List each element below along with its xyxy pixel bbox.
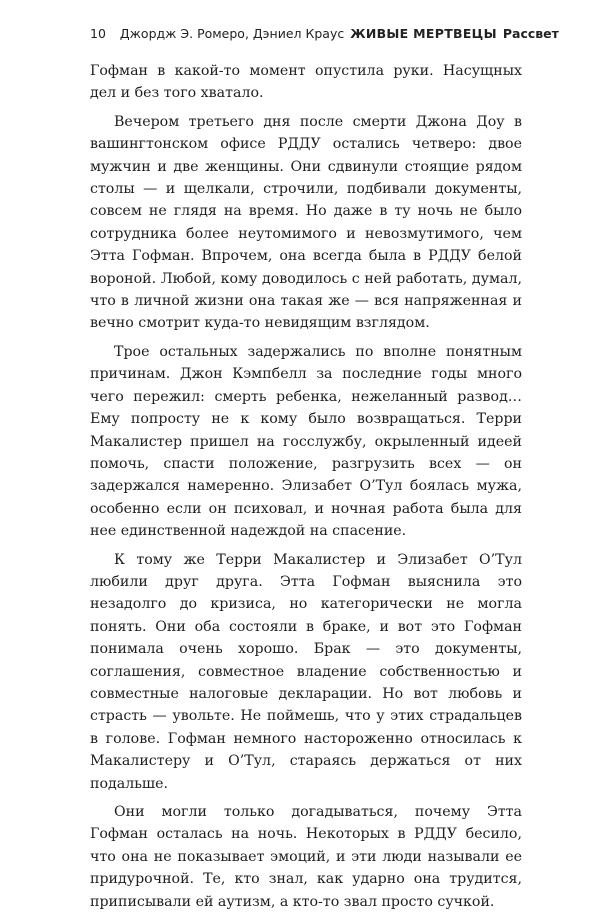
page-number: 10 [90,26,106,41]
paragraph-3: Трое остальных задержались по вполне понятным причинам. Джон Кэмпбелл за последние годы много чего пережил: смерть ребенка, нежеланный развод… Ему попросту не к кому было возвращаться. Терри Макалистер пришел на госслужбу, окрыленный идеей помочь, спасти положение, разгрузить всех — он задержался намеренно. Элизабет О’Тул боялась мужа, особенно если он психовал, и ночная работа была для нее единственной надеждой на спасение. [90,343,522,540]
running-header [90,26,559,41]
book-title: ЖИВЫЕ МЕРТВЕЦЫ [350,26,497,41]
part-title: Рассвет [502,26,559,41]
paragraph-1: Гофман в какой-то момент опустила руки. Насущных дел и без того хватало. [90,63,522,102]
paragraph-2: Вечером третьего дня после смерти Джона Доу в вашингтонском офисе РДДУ остались четверо: двое мужчин и две женщины. Они сдвинули стоящие рядом столы — и щелкали, строчили, подбивали документы, совсем не глядя на время. Но даже в ту ночь не было сотрудника более неутомимого и невозмутимого, чем Этта Гофман. Впрочем, она всегда была в РДДУ белой вороной. Любой, кому доводилось с ней работать, думал, что в личной жизни она такая же — вся напряженная и вечно смотрит куда-то невидящим взглядом. [90,113,522,332]
body-text [90,60,522,919]
paragraph-5: Они могли только догадываться, почему Этта Гофман осталась на ночь. Некоторых в РДДУ бесило, что она не показывает эмоций, и эти люди называли ее придурочной. Те, кто знал, как ударно она трудится, приписывали ей аутизм, а кто-то звал просто сучкой. [90,804,522,910]
paragraph-4: К тому же Терри Макалистер и Элизабет О’Тул любили друг друга. Этта Гофман выяснила это незадолго до кризиса, но категорически не могла понять. Они оба состояли в браке, и вот это Гофман понимала очень хорошо. Брак — это документы, соглашения, совместное владение собственностью и совместные налоговые декларации. Но вот любовь и страсть — увольте. Не поймешь, что у этих страдальцев в голове. Гофман немного настороженно относилась к Макалистеру и О’Тул, стараясь держаться от них подальше. [90,551,522,792]
authors: Джордж Э. Ромеро, Дэниел Краус [119,26,345,41]
